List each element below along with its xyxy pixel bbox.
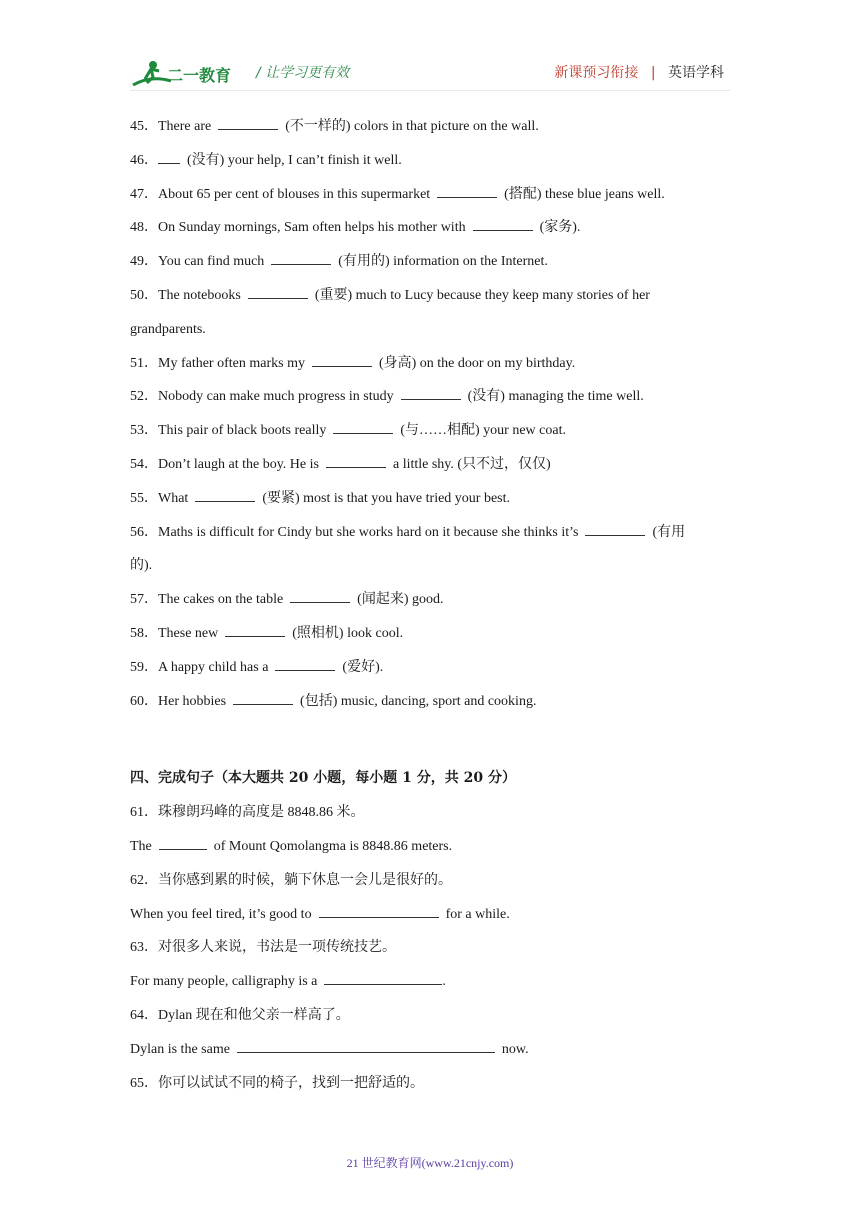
question-text: (照相机) look cool.	[292, 625, 404, 641]
question-55	[130, 482, 730, 516]
question-number: 57．	[130, 592, 158, 608]
question-62	[130, 898, 730, 932]
question-text: (没有) managing the time well.	[467, 389, 644, 405]
question-49	[130, 245, 730, 279]
answer-blank	[326, 466, 386, 468]
section-4-title: 四、完成句子（本大题共 20 小题，每小题 1 分，共 20 分）	[130, 770, 516, 787]
answer-blank	[333, 432, 393, 434]
question-number: 52．	[130, 389, 158, 405]
question-text: What	[158, 490, 189, 506]
question-number: 53．	[130, 423, 158, 439]
question-text: of Mount Qomolangma is 8848.86 meters.	[213, 838, 453, 854]
question-number: 60．	[130, 693, 158, 709]
question-number: 49．	[130, 254, 158, 270]
question-64	[130, 1033, 730, 1067]
question-text: My father often marks my	[158, 355, 305, 371]
answer-blank	[275, 669, 335, 671]
subject-label: 英语学科	[668, 65, 724, 81]
answer-blank	[401, 398, 461, 400]
question-number: 54．	[130, 456, 158, 472]
question-text: The	[130, 838, 152, 854]
header-course-info	[554, 62, 724, 82]
course-label: 新课预习衔接	[554, 65, 639, 81]
answer-blank	[312, 365, 372, 367]
brand-logo-icon	[131, 57, 241, 89]
question-text: (有用的) information on the Internet.	[338, 254, 548, 270]
question-text: Maths is difficult for Cindy but she works hard on it because she thinks it’s	[158, 524, 579, 540]
question-63	[130, 965, 730, 999]
question-text: (搭配) these blue jeans well.	[504, 186, 665, 202]
header-separator: |	[650, 65, 656, 81]
question-59	[130, 651, 730, 685]
question-number: 55．	[130, 490, 158, 506]
slogan: / 让学习更有效	[256, 65, 350, 81]
question-61	[130, 830, 730, 864]
question-text: (身高) on the door on my birthday.	[378, 355, 576, 371]
logo-text: 二一教育	[167, 66, 232, 85]
question-63-prompt: 63．对很多人来说，书法是一项传统技艺。	[130, 940, 396, 956]
question-text: now.	[501, 1041, 529, 1057]
question-number: 48．	[130, 220, 158, 236]
answer-blank	[237, 1051, 495, 1053]
question-50	[130, 279, 730, 313]
answer-blank	[248, 297, 308, 299]
question-56	[130, 516, 730, 550]
answer-blank	[437, 196, 497, 198]
question-text: A happy child has a	[158, 659, 269, 675]
answer-blank	[319, 916, 439, 918]
question-51	[130, 347, 730, 381]
question-text: for a while.	[445, 906, 510, 922]
answer-blank	[158, 162, 180, 164]
question-text: (爱好).	[342, 659, 384, 675]
question-50-continued: grandparents.	[130, 321, 206, 337]
question-text: (有用	[652, 524, 686, 540]
question-58	[130, 617, 730, 651]
question-text: About 65 per cent of blouses in this supermarket	[158, 186, 431, 202]
answer-blank	[290, 601, 350, 603]
question-text: On Sunday mornings, Sam often helps his mother with	[158, 220, 466, 236]
question-text: .	[442, 974, 446, 990]
header-divider	[130, 90, 730, 91]
question-text: (家务).	[539, 220, 581, 236]
question-56-continued: 的).	[130, 558, 153, 574]
question-62-prompt: 62．当你感到累的时候，躺下休息一会儿是很好的。	[130, 872, 452, 888]
question-text: These new	[158, 625, 219, 641]
answer-blank	[473, 229, 533, 231]
answer-blank	[218, 128, 278, 130]
answer-blank	[324, 983, 442, 985]
question-content	[130, 110, 730, 1100]
question-number: 58．	[130, 625, 158, 641]
question-65-prompt: 65．你可以试试不同的椅子，找到一把舒适的。	[130, 1075, 424, 1091]
question-57	[130, 583, 730, 617]
question-text: (闻起来) good.	[357, 592, 444, 608]
question-text: (重要) much to Lucy because they keep many stories of her	[314, 287, 650, 303]
question-text: (包括) music, dancing, sport and cooking.	[300, 693, 537, 709]
question-text: Don’t laugh at the boy. He is	[158, 456, 319, 472]
question-text: (没有) your help, I can’t finish it well.	[187, 152, 402, 168]
question-52	[130, 380, 730, 414]
question-46	[130, 144, 730, 178]
answer-blank	[271, 263, 331, 265]
question-text: For many people, calligraphy is a	[130, 974, 318, 990]
question-text: (与……相配) your new coat.	[400, 423, 566, 439]
question-number: 50．	[130, 287, 158, 303]
answer-blank	[225, 635, 285, 637]
question-text: When you feel tired, it’s good to	[130, 906, 312, 922]
answer-blank	[159, 848, 207, 850]
question-text: (要紧) most is that you have tried your best.	[262, 490, 511, 506]
question-number: 59．	[130, 659, 158, 675]
question-text: You can find much	[158, 254, 265, 270]
page-header	[0, 0, 860, 100]
question-text: The notebooks	[158, 287, 241, 303]
question-text: Dylan is the same	[130, 1041, 230, 1057]
question-text: (不一样的) colors in that picture on the wall.	[285, 119, 539, 134]
answer-blank	[195, 500, 255, 502]
question-60	[130, 685, 730, 719]
answer-blank	[585, 534, 645, 536]
question-text: Her hobbies	[158, 693, 227, 709]
question-number: 45．	[130, 119, 158, 134]
question-number: 51．	[130, 355, 158, 371]
question-text: There are	[158, 119, 212, 134]
question-61-prompt: 61．珠穆朗玛峰的高度是 8848.86 米。	[130, 805, 365, 821]
question-text: The cakes on the table	[158, 592, 284, 608]
question-64-prompt: 64．Dylan 现在和他父亲一样高了。	[130, 1007, 350, 1023]
question-53	[130, 414, 730, 448]
page-footer: 21 世纪教育网(www.21cnjy.com)	[346, 1156, 514, 1170]
answer-blank	[233, 703, 293, 705]
question-text: a little shy. (只不过，仅仅)	[392, 456, 551, 472]
question-45	[130, 110, 730, 144]
question-number: 46．	[130, 152, 158, 168]
question-text: Nobody can make much progress in study	[158, 389, 394, 405]
question-text: This pair of black boots really	[158, 423, 327, 439]
question-54	[130, 448, 730, 482]
question-number: 56．	[130, 524, 158, 540]
question-number: 47．	[130, 186, 158, 202]
question-47	[130, 178, 730, 212]
question-48	[130, 211, 730, 245]
